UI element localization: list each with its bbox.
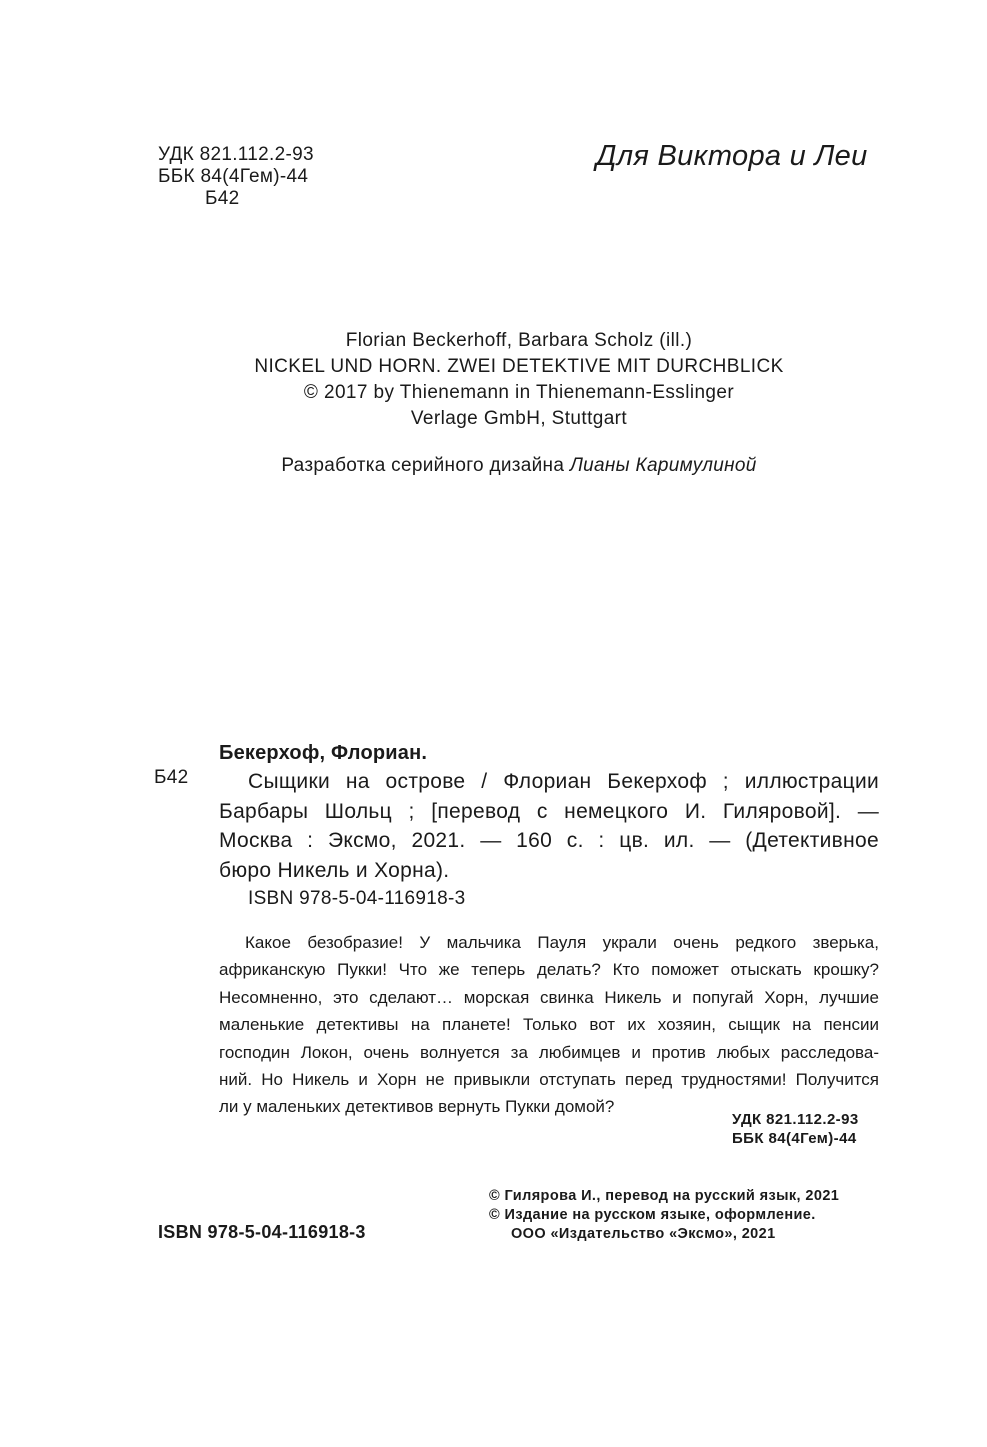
design-credit bbox=[219, 455, 819, 477]
annotation-line: африканскую Пукки! Что же теперь делать? Кто поможет отыскать крошку? bbox=[219, 960, 879, 980]
catalog-line: Сыщики на острове / Флориан Бекерхоф ; иллюстрации bbox=[248, 770, 879, 793]
bbk-code: ББК 84(4Гем)-44 bbox=[158, 166, 309, 187]
original-authors: Florian Beckerhoff, Barbara Scholz (ill.) bbox=[345, 330, 693, 351]
catalog-description bbox=[219, 767, 879, 885]
annotation-line: ний. Но Никель и Хорн не привыкли отступать перед трудностями! Получится bbox=[219, 1070, 879, 1090]
annotation-line: господин Локон, очень волнуется за любимцев и против любых расследова- bbox=[219, 1042, 879, 1062]
original-copyright-line1: © 2017 by Thienemann in Thienemann-Esslinger bbox=[303, 382, 735, 403]
annotation-line: маленькие детективы на планете! Только вот их хозяин, сыщик на пенсии bbox=[219, 1015, 879, 1035]
catalog-code: Б42 bbox=[154, 767, 189, 788]
dedication: Для Виктора и Леи bbox=[596, 140, 868, 172]
annotation-line: Несомненно, это сделают… морская свинка Никель и попугай Хорн, лучшие bbox=[219, 987, 879, 1007]
author-mark: Б42 bbox=[205, 188, 240, 209]
catalog-line: Москва : Эксмо, 2021. — 160 с. : цв. ил. — (Детективное bbox=[219, 829, 879, 852]
isbn-bottom: ISBN 978-5-04-116918-3 bbox=[158, 1222, 366, 1242]
annotation bbox=[219, 929, 879, 1121]
catalog-isbn: ISBN 978-5-04-116918-3 bbox=[248, 888, 466, 909]
udk-code-bottom: УДК 821.112.2-93 bbox=[732, 1111, 859, 1128]
copyrights bbox=[489, 1187, 839, 1243]
annotation-line: Какое безобразие! У мальчика Пауля украли очень редкого зверька, bbox=[245, 933, 879, 952]
udk-code: УДК 821.112.2-93 bbox=[158, 144, 314, 165]
original-copyright-line2: Verlage GmbH, Stuttgart bbox=[410, 408, 628, 429]
copyright-translation: © Гилярова И., перевод на русский язык, 2021 bbox=[489, 1188, 840, 1204]
classification-top bbox=[158, 144, 314, 210]
catalog-line: Барбары Шольц ; [перевод с немецкого И. Гиляровой]. — bbox=[219, 799, 879, 823]
annotation-line: ли у маленьких детективов вернуть Пукки домой? bbox=[219, 1097, 615, 1117]
catalog-author: Бекерхоф, Флориан. bbox=[219, 742, 428, 764]
original-title: NICKEL UND HORN. ZWEI DETEKTIVE MIT DURCHBLICK bbox=[254, 356, 784, 377]
bbk-code-bottom: ББК 84(4Гем)-44 bbox=[732, 1130, 857, 1147]
designer-name: Лианы Каримулиной bbox=[569, 455, 757, 476]
copyright-publisher: ООО «Издательство «Эксмо», 2021 bbox=[511, 1225, 776, 1242]
original-edition bbox=[219, 328, 819, 432]
classification-bottom bbox=[732, 1110, 859, 1148]
catalog-line: бюро Никель и Хорна). bbox=[219, 858, 450, 882]
copyright-edition: © Издание на русском языке, оформление. bbox=[489, 1206, 816, 1223]
design-label: Разработка серийного дизайна bbox=[281, 455, 565, 476]
